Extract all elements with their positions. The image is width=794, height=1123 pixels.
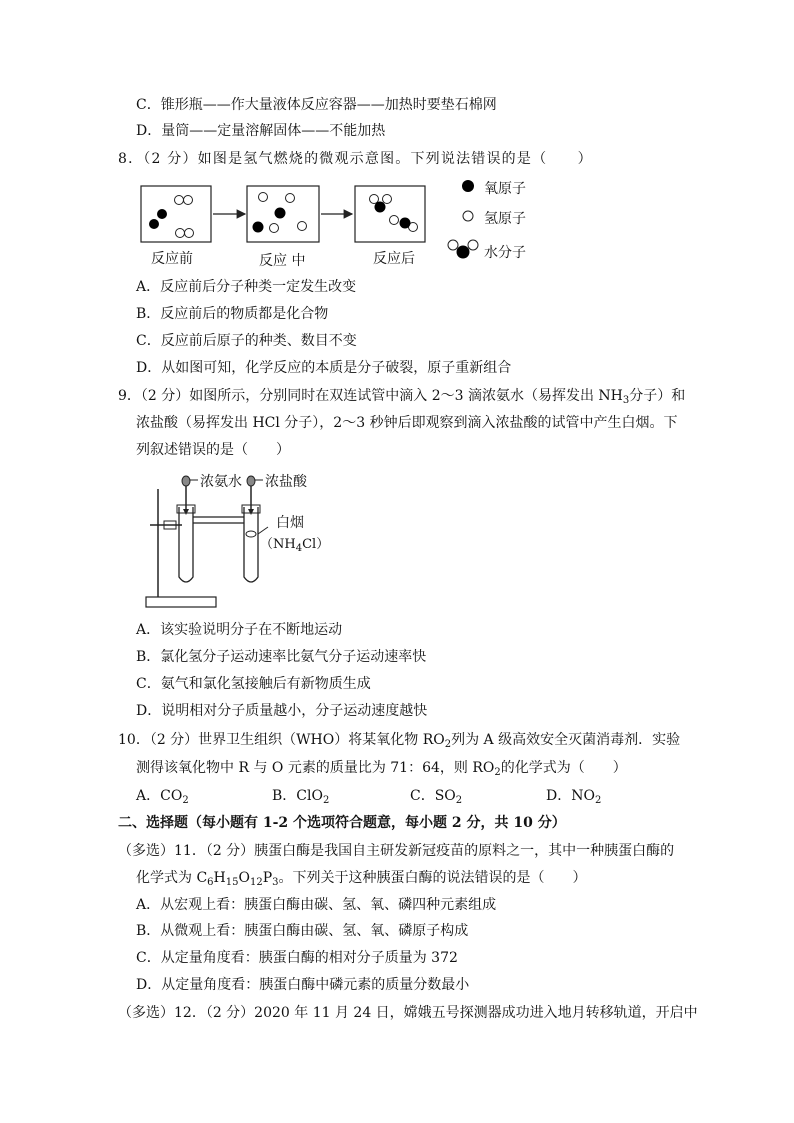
q9-stem-line3: 列叙述错误的是（ ） bbox=[136, 442, 290, 458]
q10-stem-line1: 10．（2 分）世界卫生组织（WHO）将某氧化物 $RO_2$列为 A 级高效安全灭菌消毒剂．实验 bbox=[118, 732, 681, 750]
after-box bbox=[355, 186, 425, 242]
q8-option-b: B．反应前后的物质都是化合物 bbox=[136, 306, 329, 322]
smoke-label: 白烟 bbox=[276, 515, 304, 531]
stand-base bbox=[146, 597, 216, 607]
hydrogen-combustion-diagram bbox=[138, 180, 538, 270]
hydrogen-atom bbox=[370, 195, 379, 204]
legend-oxygen-icon bbox=[462, 180, 474, 192]
hydrogen-atom bbox=[259, 193, 268, 202]
hydrogen-atom bbox=[286, 194, 295, 203]
legend-water-icon bbox=[448, 240, 458, 250]
legend-hydrogen-icon bbox=[463, 211, 473, 221]
oxygen-atom bbox=[375, 202, 386, 213]
q9-option-d: D．说明相对分子质量越小，分子运动速度越快 bbox=[136, 703, 428, 719]
oxygen-atom bbox=[400, 218, 411, 229]
white-smoke bbox=[246, 531, 256, 537]
q8-option-d: D．从如图可知，化学反应的本质是分子破裂，原子重新组合 bbox=[136, 360, 512, 376]
hydrogen-atom bbox=[184, 196, 193, 205]
after-label: 反应后 bbox=[373, 251, 415, 267]
q11-stem-line2: 化学式为 $C_6H_{15}O_{12}P_3$。下列关于这种胰蛋白酶的说法错误的是（ ） bbox=[136, 870, 587, 888]
q7-option-d: D．量筒——定量溶解固体——不能加热 bbox=[136, 123, 386, 139]
q11-option-b: B．从微观上看：胰蛋白酶由碳、氢、氧、磷原子构成 bbox=[136, 923, 469, 939]
hydrogen-atom bbox=[383, 195, 392, 204]
hydrogen-atom bbox=[298, 222, 307, 231]
q10-stem-line2: 测得该氧化物中 R 与 O 元素的质量比为 71：64，则 $RO_2$的化学式为（ ） bbox=[136, 760, 627, 778]
q9-option-b: B．氯化氢分子运动速率比氨气分子运动速率快 bbox=[136, 649, 427, 665]
q9-figure bbox=[140, 465, 380, 615]
q8-option-c: C．反应前后原子的种类、数目不变 bbox=[136, 333, 357, 349]
q11-option-d: D．从定量角度看：胰蛋白酶中磷元素的质量分数最小 bbox=[136, 977, 470, 993]
q7-option-c: C．锥形瓶——作大量液体反应容器——加热时要垫石棉网 bbox=[136, 97, 497, 113]
q9-stem-line2: 浓盐酸（易挥发出 HCl 分子），2～3 秒钟后即观察到滴入浓盐酸的试管中产生白烟。下 bbox=[136, 415, 678, 431]
legend-hydrogen-label: 氢原子 bbox=[484, 211, 526, 227]
q11-stem-line1: （多选）11．（2 分）胰蛋白酶是我国自主研发新冠疫苗的原料之一，其中一种胰蛋白酶的 bbox=[118, 843, 675, 859]
q10-option-b: B．ClO$_2$ bbox=[272, 788, 330, 806]
q12-stem-line1: （多选）12．（2 分）2020 年 11 月 24 日，嫦娥五号探测器成功进入地月转移轨道，开启中 bbox=[118, 1005, 698, 1021]
before-label: 反应前 bbox=[151, 251, 193, 267]
oxygen-atom bbox=[253, 222, 264, 233]
nh4cl-label: $(NH_4Cl)$ bbox=[260, 537, 330, 554]
hydrogen-atom bbox=[270, 224, 279, 233]
q10-option-a: A．$CO_2$ bbox=[136, 788, 189, 806]
test-tube-right bbox=[244, 507, 258, 582]
during-label: 反应 中 bbox=[259, 253, 306, 269]
oxygen-atom bbox=[275, 208, 286, 219]
legend-oxygen-label: 氧原子 bbox=[484, 181, 526, 197]
test-tube-left bbox=[179, 507, 193, 582]
q10-option-c: C．$SO_2$ bbox=[410, 788, 463, 806]
ammonia-label: 浓氨水 bbox=[200, 474, 242, 490]
q11-option-a: A．从宏观上看：胰蛋白酶由碳、氢、氧、磷四种元素组成 bbox=[136, 897, 497, 913]
section-2-heading: 二、选择题（每小题有 1-2 个选项符合题意，每小题 2 分，共 10 分） bbox=[118, 815, 566, 831]
hydrogen-atom bbox=[185, 229, 194, 238]
legend-water-label: 水分子 bbox=[484, 245, 526, 261]
hydrogen-atom bbox=[390, 216, 399, 225]
q8-figure bbox=[138, 180, 538, 270]
q9-option-c: C．氨气和氯化氢接触后有新物质生成 bbox=[136, 676, 371, 692]
q11-option-c: C．从定量角度看：胰蛋白酶的相对分子质量为 372 bbox=[136, 950, 458, 966]
q8-option-a: A．反应前后分子种类一定发生改变 bbox=[136, 279, 357, 295]
q8-stem: 8．（2 分）如图是氢气燃烧的微观示意图。下列说法错误的是（ ） bbox=[118, 151, 593, 167]
hcl-label: 浓盐酸 bbox=[265, 474, 307, 490]
q10-option-d: D．$NO_2$ bbox=[546, 788, 602, 806]
hydrogen-atom bbox=[176, 229, 185, 238]
q9-stem-line1: 9．（2 分）如图所示，分别同时在双连试管中滴入 2～3 滴浓氨水（易挥发出 $NH_3$分子）和 bbox=[118, 388, 686, 406]
oxygen-atom bbox=[157, 209, 167, 219]
oxygen-atom bbox=[149, 219, 159, 229]
hydrogen-atom bbox=[175, 196, 184, 205]
q9-option-a: A．该实验说明分子在不断地运动 bbox=[136, 622, 343, 638]
